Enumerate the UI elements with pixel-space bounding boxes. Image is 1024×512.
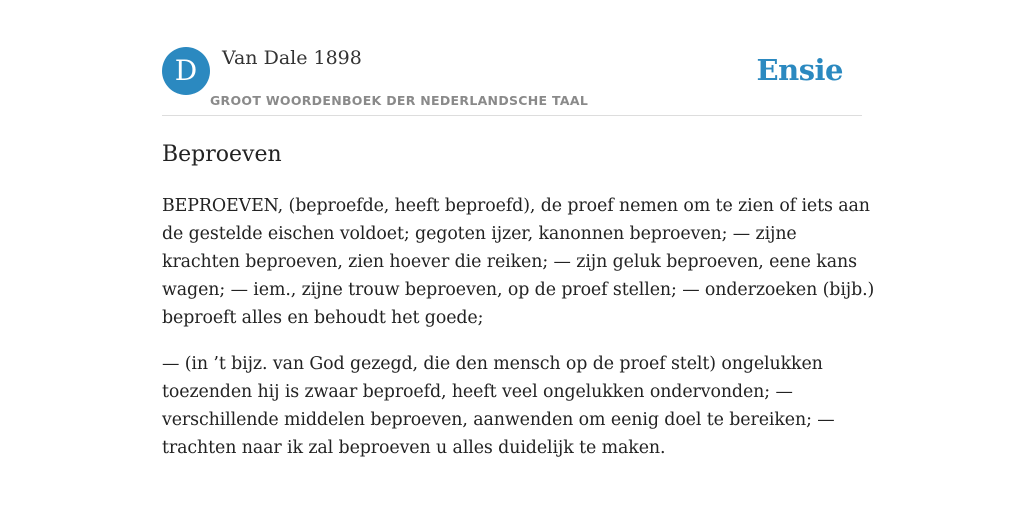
definition-line: — (in ’t bijz. van God gezegd, die den mensch op de proef stelt) ongelukken: [162, 354, 823, 374]
source-subtitle: GROOT WOORDENBOEK DER NEDERLANDSCHE TAAL: [210, 93, 589, 108]
definition-paragraph: [162, 192, 875, 332]
definition-line: trachten naar ik zal beproeven u alles duidelijk te maken.: [162, 438, 666, 458]
definition-paragraph: [162, 350, 862, 462]
entry-title: Beproeven: [162, 142, 282, 167]
entry-definition: [162, 192, 875, 480]
definition-line: wagen; — iem., zijne trouw beproeven, op de proef stellen; — onderzoeken (bijb.): [162, 280, 875, 300]
definition-line: verschillende middelen beproeven, aanwenden om eenig doel te bereiken; —: [162, 410, 835, 430]
definition-line: BEPROEVEN, (beproefde, heeft beproefd), de proef nemen om te zien of iets aan: [162, 196, 870, 216]
definition-line: beproeft alles en behoudt het goede;: [162, 308, 484, 328]
source-title[interactable]: Van Dale 1898: [222, 47, 362, 69]
definition-line: de gestelde eischen voldoet; gegoten ijzer, kanonnen beproeven; — zijne: [162, 224, 797, 244]
definition-line: krachten beproeven, zien hoever die reiken; — zijn geluk beproeven, eene kans: [162, 252, 857, 272]
source-header: [162, 46, 862, 116]
brand-logo[interactable]: Ensie: [756, 53, 843, 87]
source-avatar[interactable]: D: [162, 47, 210, 95]
header-divider: [162, 115, 862, 116]
definition-line: toezenden hij is zwaar beproefd, heeft veel ongelukken ondervonden; —: [162, 382, 793, 402]
